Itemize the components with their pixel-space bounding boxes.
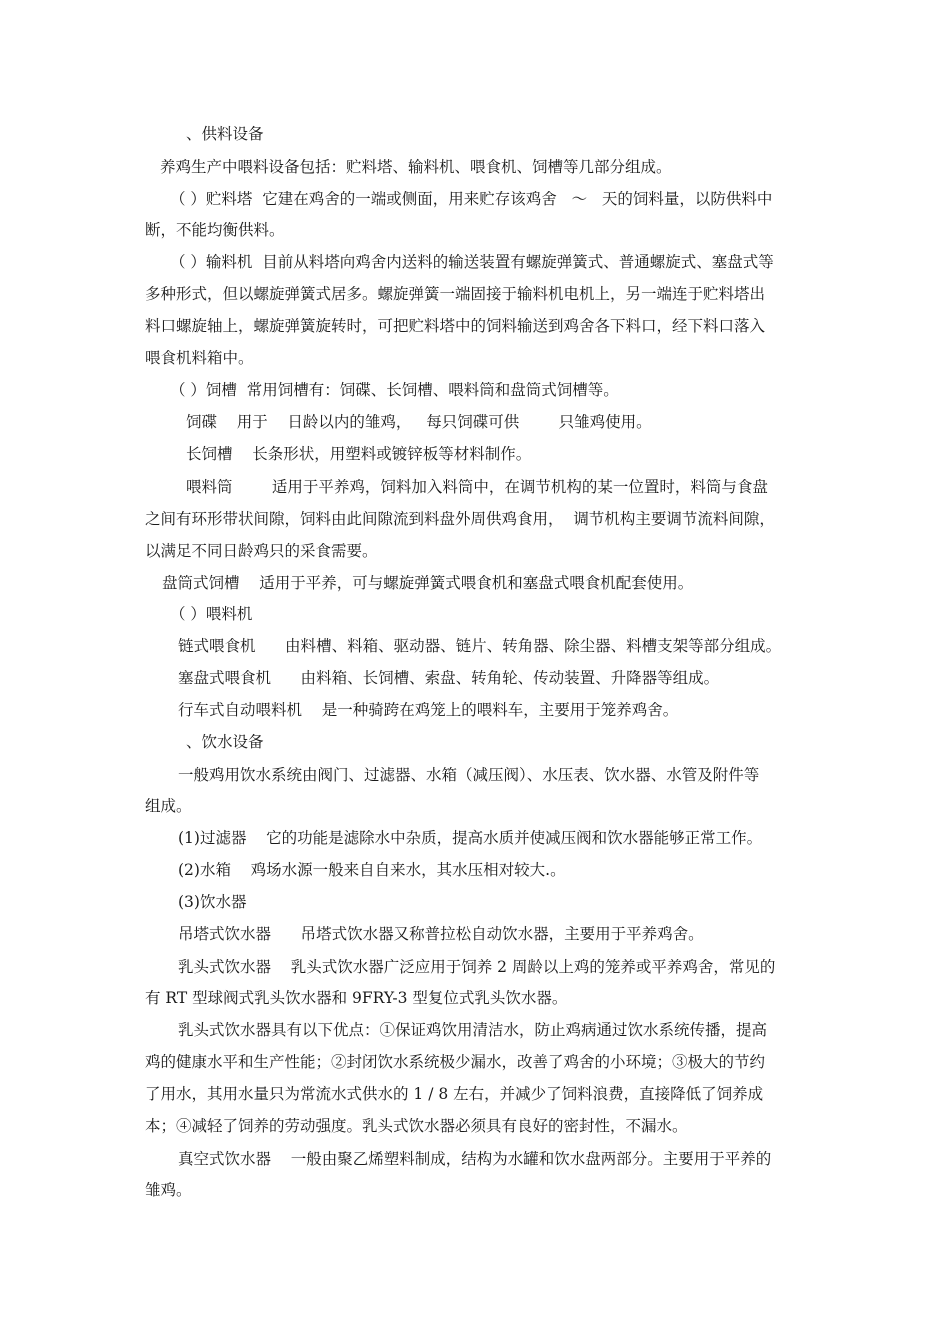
heading-feed-equipment: 、供料设备 — [186, 125, 264, 143]
paragraph-line: 真空式饮水器 一般由聚乙烯塑料制成，结构为水罐和饮水盘两部分。主要用于平养的 — [178, 1150, 772, 1168]
paragraph-line: 有 RT 型球阀式乳头饮水器和 9FRY-3 型复位式乳头饮水器。 — [145, 989, 568, 1007]
paragraph-line: (1)过滤器 它的功能是滤除水中杂质，提高水质并使减压阀和饮水器能够正常工作。 — [178, 829, 763, 847]
paragraph-line: 行车式自动喂料机 是一种骑跨在鸡笼上的喂料车，主要用于笼养鸡舍。 — [178, 701, 679, 719]
paragraph-line: 饲碟 用于 日龄以内的雏鸡， 每只饲碟可供 只雏鸡使用。 — [186, 413, 652, 431]
paragraph-line: 鸡的健康水平和生产性能；②封闭饮水系统极少漏水，改善了鸡舍的小环境；③极大的节约 — [145, 1053, 766, 1071]
paragraph-line: (2)水箱 鸡场水源一般来自自来水，其水压相对较大.。 — [178, 861, 566, 879]
paragraph-line: 之间有环形带状间隙，饲料由此间隙流到料盘外周供鸡食用， 调节机构主要调节流料间隙， — [145, 510, 775, 528]
paragraph-line: 盘筒式饲槽 适用于平养，可与螺旋弹簧式喂食机和塞盘式喂食机配套使用。 — [162, 574, 694, 592]
paragraph-line: (3)饮水器 — [178, 893, 247, 911]
paragraph-line: （ ）贮料塔 它建在鸡舍的一端或侧面，用来贮存该鸡舍 ～ 天的饲料量，以防供料中 — [170, 190, 773, 208]
paragraph-line: 乳头式饮水器具有以下优点：①保证鸡饮用清洁水，防止鸡病通过饮水系统传播，提高 — [178, 1021, 768, 1039]
paragraph-line: 链式喂食机 由料槽、料箱、驱动器、链片、转角器、除尘器、料槽支架等部分组成。 — [178, 637, 782, 655]
paragraph-line: （ ）喂料机 — [170, 605, 253, 623]
paragraph-line: 乳头式饮水器 乳头式饮水器广泛应用于饲养 2 周龄以上鸡的笼养或平养鸡舍，常见的 — [178, 958, 776, 976]
paragraph-line: 了用水，其用水量只为常流水式供水的 1 / 8 左右，并减少了饲料浪费，直接降低了饲养成 — [145, 1085, 764, 1103]
paragraph-line: （ ）输料机 目前从料塔向鸡舍内送料的输送装置有螺旋弹簧式、普通螺旋式、塞盘式等 — [170, 253, 774, 271]
paragraph-line: 长饲槽 长条形状，用塑料或镀锌板等材料制作。 — [186, 445, 532, 463]
paragraph-line: 断，不能均衡供料。 — [145, 221, 285, 239]
paragraph-line: 吊塔式饮水器 吊塔式饮水器又称普拉松自动饮水器，主要用于平养鸡舍。 — [178, 925, 704, 943]
paragraph-line: 雏鸡。 — [145, 1181, 192, 1199]
paragraph-line: 以满足不同日龄鸡只的采食需要。 — [145, 542, 378, 560]
paragraph-line: 喂料筒 适用于平养鸡，饲料加入料筒中，在调节机构的某一位置时，料筒与食盘 — [186, 478, 768, 496]
paragraph-line: 养鸡生产中喂料设备包括：贮料塔、输料机、喂食机、饲槽等几部分组成。 — [160, 158, 672, 176]
paragraph-line: 塞盘式喂食机 由料箱、长饲槽、索盘、转角轮、传动装置、升降器等组成。 — [178, 669, 720, 687]
paragraph-line: 本；④减轻了饲养的劳动强度。乳头式饮水器必须具有良好的密封性，不漏水。 — [145, 1117, 688, 1135]
paragraph-line: 喂食机料箱中。 — [145, 349, 254, 367]
paragraph-line: 组成。 — [145, 797, 192, 815]
paragraph-line: 料口螺旋轴上，螺旋弹簧旋转时，可把贮料塔中的饲料输送到鸡舍各下料口，经下料口落入 — [145, 317, 766, 335]
paragraph-line: 一般鸡用饮水系统由阀门、过滤器、水箱（减压阀）、水压表、饮水器、水管及附件等 — [178, 766, 760, 784]
paragraph-line: （ ）饲槽 常用饲槽有：饲碟、长饲槽、喂料筒和盘筒式饲槽等。 — [170, 381, 619, 399]
paragraph-line: 多种形式，但以螺旋弹簧式居多。螺旋弹簧一端固接于输料机电机上，另一端连于贮料塔出 — [145, 285, 766, 303]
heading-water-equipment: 、饮水设备 — [186, 733, 264, 751]
